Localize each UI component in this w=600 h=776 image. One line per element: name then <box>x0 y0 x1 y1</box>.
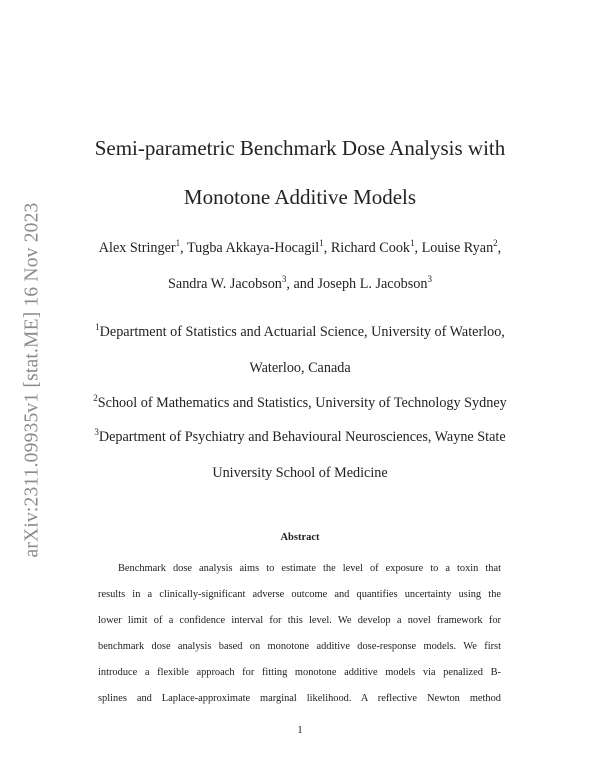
author-affiliation-mark: 3 <box>427 274 432 284</box>
author-name: Tugba Akkaya-Hocagil <box>186 240 320 256</box>
affiliation-text: Department of Psychiatry and Behavioural Neurosciences, Wayne State <box>98 429 506 445</box>
author-name: Louise Ryan <box>421 240 494 256</box>
authors-line-1 <box>60 240 540 257</box>
abstract-line: lower limit of a confidence interval for this level. We develop a novel framework for <box>98 615 501 626</box>
author-separator: , <box>497 240 502 256</box>
affiliation-2 <box>60 395 540 412</box>
abstract-line: results in a clinically-significant adverse outcome and quantifies uncertainty using the <box>98 589 501 600</box>
authors-line-2 <box>60 276 540 293</box>
page-number: 1 <box>297 724 303 736</box>
author-separator: , <box>180 240 187 256</box>
abstract-line: introduce a flexible approach for fitting monotone additive models via penalized B- <box>98 667 501 678</box>
affiliation-text: Department of Statistics and Actuarial Science, University of Waterloo, <box>99 324 505 340</box>
affiliation-mark: 3 <box>94 427 99 437</box>
affiliation-3-line-1 <box>60 429 540 446</box>
author-separator: , <box>414 240 422 256</box>
affiliation-1-line-2: Waterloo, Canada <box>249 360 351 376</box>
affiliation-mark: 1 <box>95 322 100 332</box>
abstract-line: benchmark dose analysis based on monotone additive dose-response models. We first <box>98 641 501 652</box>
author-name: Richard Cook <box>330 240 411 256</box>
author-affiliation-mark: 1 <box>410 238 415 248</box>
author-name: Sandra W. Jacobson <box>168 276 282 292</box>
author-affiliation-mark: 1 <box>319 238 324 248</box>
author-affiliation-mark: 2 <box>493 238 498 248</box>
title-line-1: Semi-parametric Benchmark Dose Analysis with <box>94 136 506 160</box>
author-affiliation-mark: 3 <box>281 274 287 284</box>
affiliation-3-line-2: University School of Medicine <box>212 465 388 481</box>
arxiv-identifier <box>17 200 47 560</box>
author-separator: , <box>323 240 331 256</box>
author-name: Joseph L. Jacobson <box>317 276 428 292</box>
affiliation-text: School of Mathematics and Statistics, University of Technology Sydney <box>97 395 507 411</box>
affiliation-mark: 2 <box>93 393 98 403</box>
affiliation-1-line-1 <box>60 324 540 341</box>
author-separator: , and <box>286 276 318 292</box>
author-name: Alex Stringer <box>98 240 176 256</box>
arxiv-id-text: arXiv:2311.09935v1 [stat.ME] 16 Nov 2023 <box>21 202 42 558</box>
abstract-line: splines and Laplace-approximate marginal likelihood. A reflective Newton method <box>98 693 501 704</box>
abstract-line: Benchmark dose analysis aims to estimate the level of exposure to a toxin that <box>118 563 501 574</box>
abstract-heading: Abstract <box>280 532 320 543</box>
author-affiliation-mark: 1 <box>175 238 181 248</box>
title-line-2: Monotone Additive Models <box>183 185 417 209</box>
